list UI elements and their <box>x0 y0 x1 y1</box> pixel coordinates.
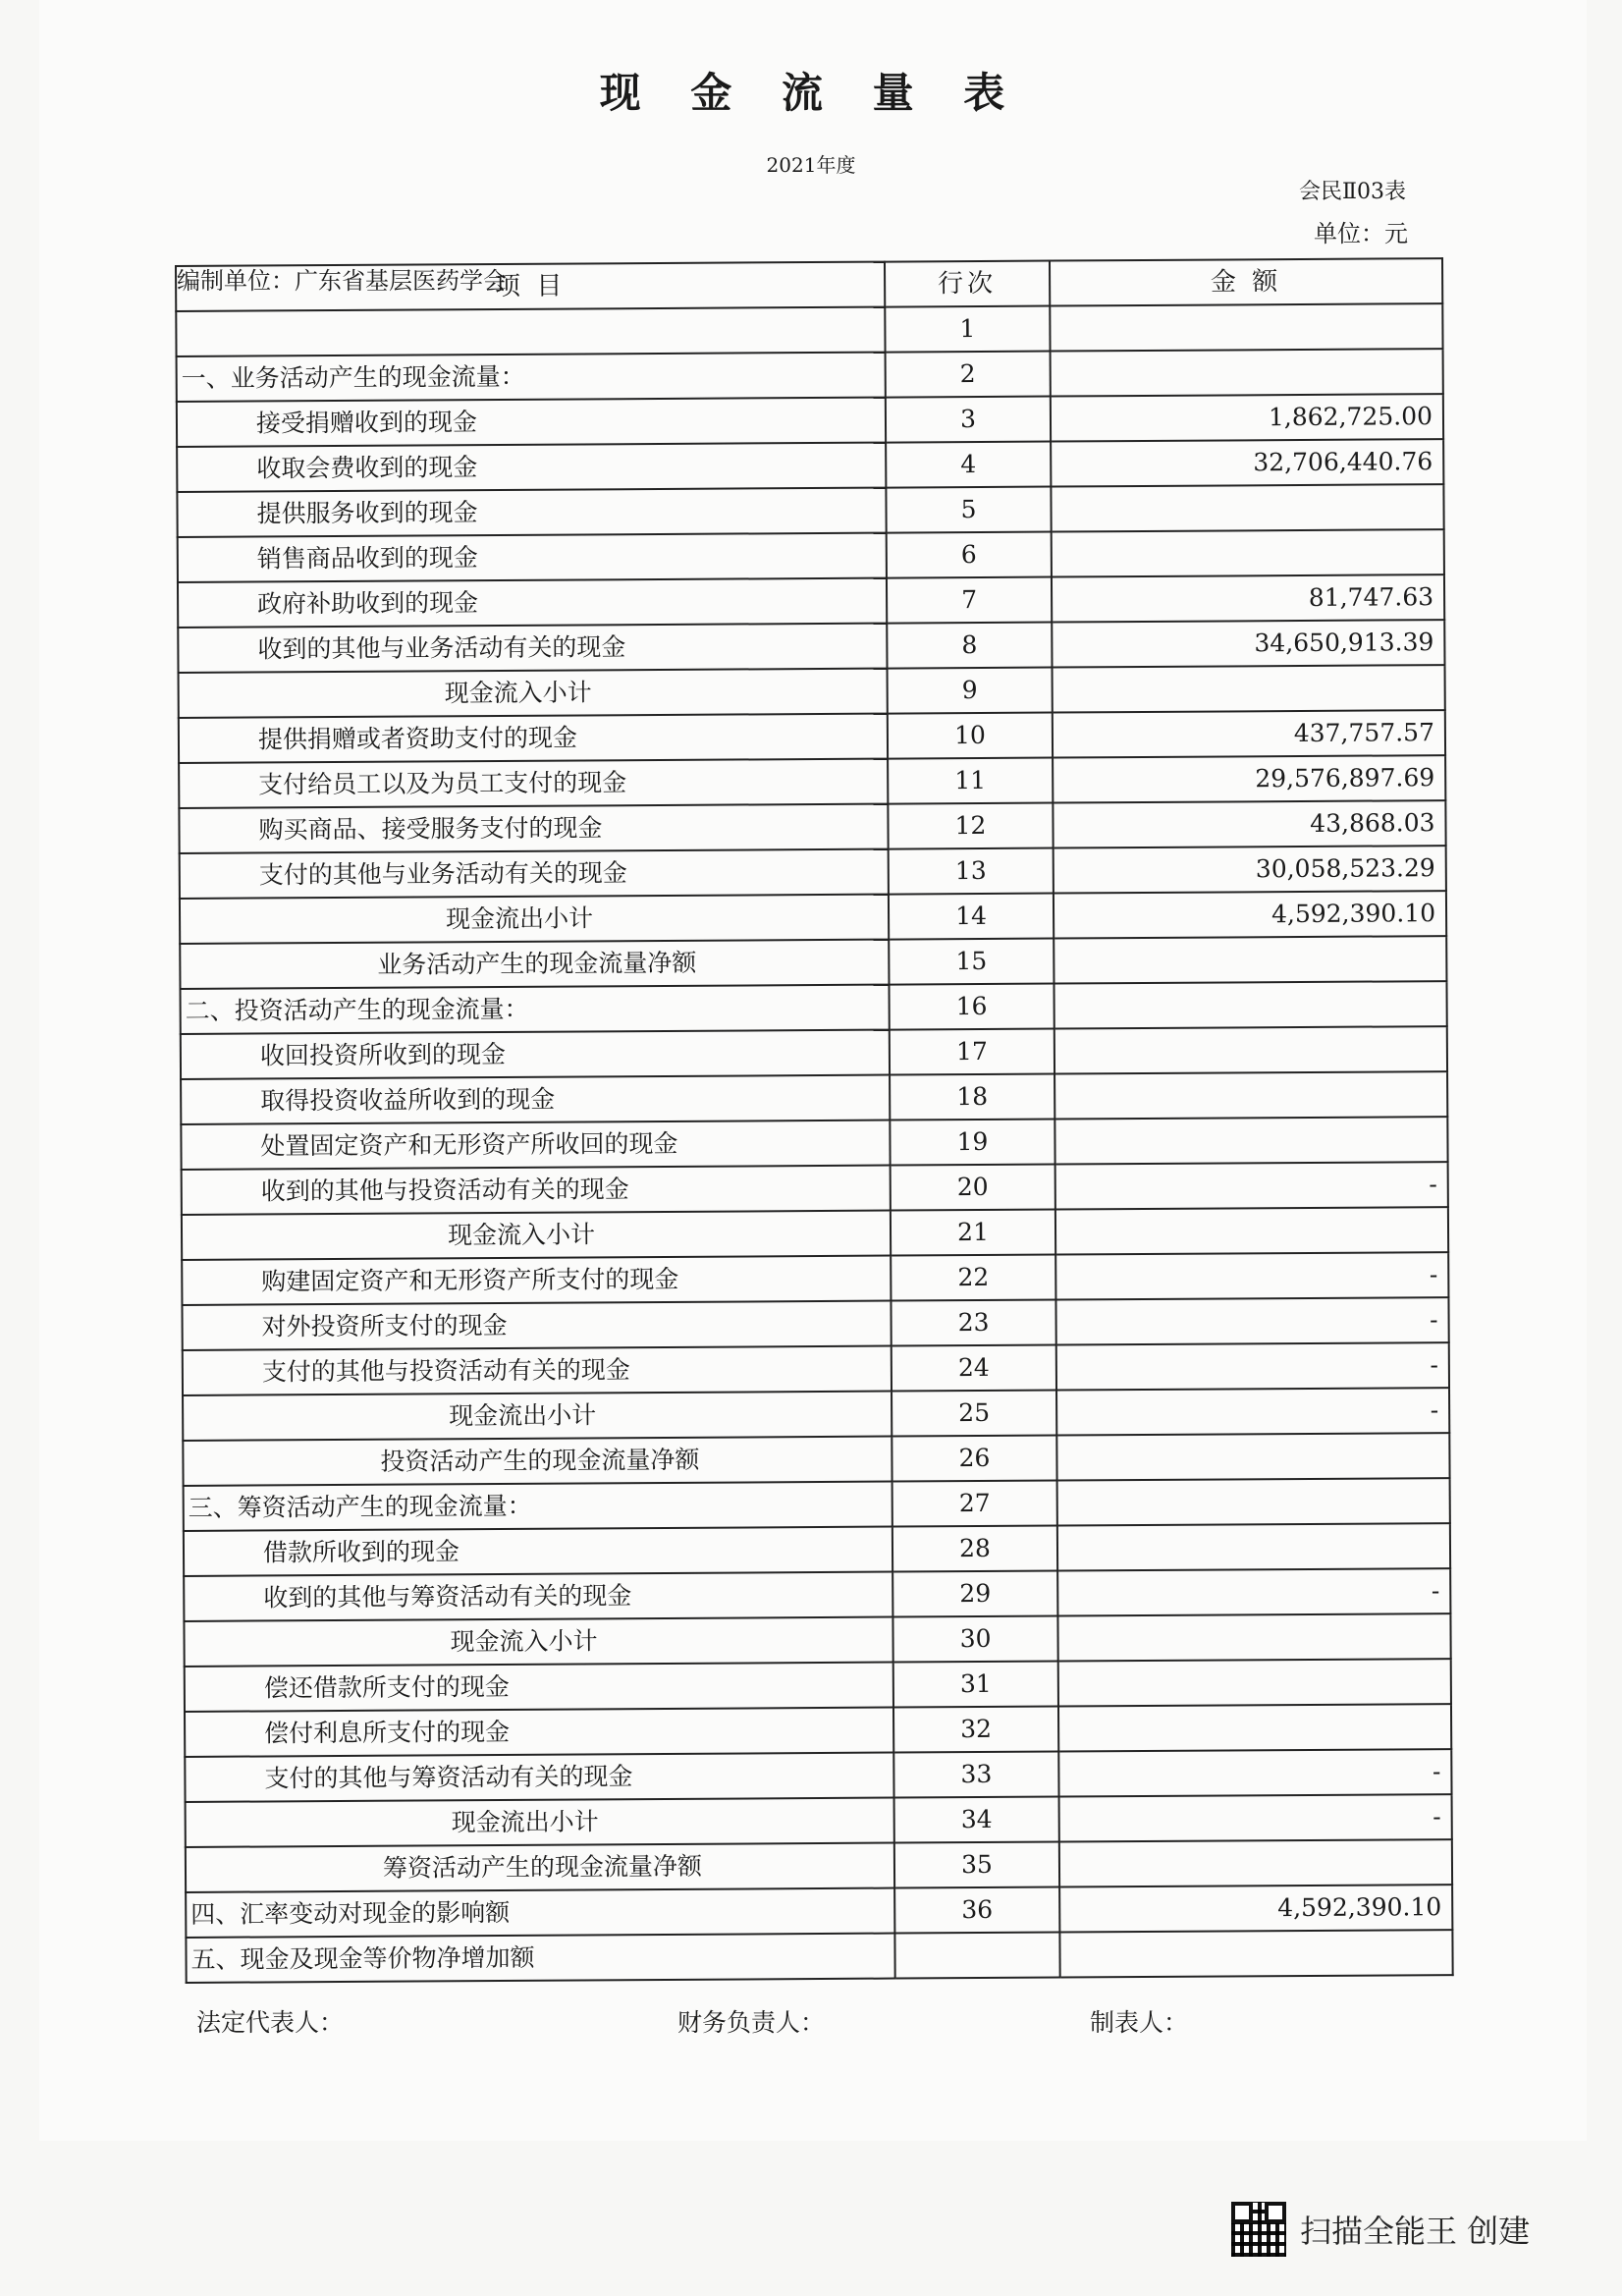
form-number: 会民Ⅱ03表 <box>1299 180 1406 204</box>
cell-item: 购买商品、接受服务支付的现金 <box>179 804 888 853</box>
cell-amount: - <box>1055 1252 1448 1299</box>
cell-line: 24 <box>892 1345 1056 1392</box>
cell-item: 提供服务收到的现金 <box>177 488 886 537</box>
cell-line: 30 <box>892 1616 1057 1663</box>
cell-amount <box>1051 349 1443 396</box>
cell-item: 现金流出小计 <box>186 1798 894 1847</box>
cell-item: 筹资活动产生的现金流量净额 <box>186 1843 894 1892</box>
cell-item: 支付的其他与业务活动有关的现金 <box>180 849 889 899</box>
cell-line: 18 <box>890 1074 1054 1121</box>
cell-item: 对外投资所支付的现金 <box>182 1301 891 1350</box>
table-row <box>177 439 1443 492</box>
cell-line: 32 <box>893 1707 1058 1753</box>
table-row <box>186 1885 1452 1938</box>
cell-line: 36 <box>894 1887 1059 1934</box>
cell-amount: 34,650,913.39 <box>1052 620 1444 667</box>
cell-item: 投资活动产生的现金流量净额 <box>183 1437 892 1486</box>
cell-line: 14 <box>889 894 1054 940</box>
cell-amount: - <box>1056 1388 1449 1435</box>
cell-line: 35 <box>894 1842 1059 1888</box>
cell-line: 3 <box>886 397 1051 443</box>
cell-amount: 4,592,390.10 <box>1054 891 1446 938</box>
cell-line: 8 <box>887 623 1052 669</box>
cell-amount <box>1053 665 1445 712</box>
cell-line: 12 <box>888 803 1053 849</box>
cell-line: 19 <box>890 1120 1054 1166</box>
table-row <box>182 1252 1448 1305</box>
header-line: 行次 <box>885 261 1050 307</box>
cell-amount <box>1059 1839 1452 1886</box>
cell-item: 提供捐赠或者资助支付的现金 <box>179 714 888 763</box>
cell-line: 23 <box>891 1300 1055 1346</box>
cell-item: 五、现金及现金等价物净增加额 <box>186 1934 894 1983</box>
cell-item: 支付的其他与投资活动有关的现金 <box>183 1346 892 1395</box>
cell-amount: - <box>1056 1342 1449 1390</box>
cell-amount: 30,058,523.29 <box>1054 846 1446 893</box>
cell-amount: - <box>1057 1568 1450 1615</box>
cell-line: 7 <box>887 577 1052 624</box>
currency-unit: 单位：元 <box>1314 220 1408 247</box>
table-row <box>186 1794 1452 1847</box>
cell-item: 偿付利息所支付的现金 <box>185 1708 893 1757</box>
cell-line: 16 <box>889 984 1054 1030</box>
cell-amount <box>1050 303 1442 351</box>
cell-amount <box>1055 1207 1448 1254</box>
cell-line: 28 <box>892 1526 1057 1572</box>
cell-amount <box>1058 1704 1451 1751</box>
table-row <box>185 1659 1451 1712</box>
cell-item: 取得投资收益所收到的现金 <box>181 1075 890 1124</box>
table-row <box>181 1071 1447 1124</box>
cell-item: 收取会费收到的现金 <box>177 443 886 492</box>
table-row <box>186 1930 1452 1983</box>
table-row <box>185 1749 1451 1802</box>
preparer-label: 制表人： <box>1090 2008 1189 2037</box>
table-row <box>184 1613 1450 1667</box>
cell-line: 20 <box>891 1165 1055 1211</box>
table-header-row <box>176 258 1442 311</box>
cell-item: 四、汇率变动对现金的影响额 <box>186 1888 894 1938</box>
legal-representative-label: 法定代表人： <box>196 2008 345 2037</box>
cell-amount: 4,592,390.10 <box>1059 1885 1452 1932</box>
cell-line: 4 <box>886 442 1051 488</box>
table-row <box>179 800 1445 853</box>
cell-line: 15 <box>889 939 1054 985</box>
table-row <box>185 1704 1451 1757</box>
cell-line: 29 <box>892 1571 1057 1617</box>
cell-item: 现金流入小计 <box>184 1617 892 1667</box>
watermark-text: 扫描全能王 创建 <box>1300 2213 1531 2250</box>
qr-code-icon <box>1231 2202 1286 2257</box>
cell-amount: 437,757.57 <box>1053 710 1445 757</box>
table-row <box>184 1568 1450 1621</box>
cash-flow-table <box>175 257 1454 1984</box>
cell-item: 收回投资所收到的现金 <box>181 1030 890 1079</box>
cell-amount: - <box>1055 1162 1448 1209</box>
table-row <box>181 1117 1447 1170</box>
cell-line: 22 <box>891 1255 1055 1301</box>
table-row <box>177 349 1443 402</box>
cell-line: 27 <box>892 1481 1057 1527</box>
cell-amount: 32,706,440.76 <box>1051 439 1443 486</box>
cell-line: 26 <box>892 1436 1056 1482</box>
header-amount: 金 额 <box>1050 258 1442 305</box>
cell-line: 10 <box>888 713 1053 759</box>
cell-amount: - <box>1055 1297 1448 1344</box>
table-row <box>177 394 1443 447</box>
table-row <box>180 846 1446 899</box>
cell-item: 三、筹资活动产生的现金流量： <box>184 1482 892 1531</box>
cell-line: 1 <box>885 306 1050 353</box>
table-row <box>179 755 1445 808</box>
cell-item: 购建固定资产和无形资产所支付的现金 <box>182 1256 891 1305</box>
cell-amount <box>1054 1071 1447 1119</box>
cell-amount: 43,868.03 <box>1053 800 1445 847</box>
cell-line: 25 <box>892 1391 1056 1437</box>
cell-line: 33 <box>893 1752 1058 1798</box>
cell-line: 6 <box>887 532 1052 578</box>
table-row <box>178 620 1444 673</box>
cell-item <box>176 307 885 356</box>
table-row <box>183 1342 1449 1395</box>
page-title: 现 金 流 量 表 <box>599 69 1023 117</box>
table-row <box>179 665 1445 718</box>
cell-item: 收到的其他与投资活动有关的现金 <box>182 1166 891 1215</box>
table-row <box>181 981 1447 1034</box>
scanner-watermark <box>1231 2202 1530 2257</box>
table-row <box>181 1026 1447 1079</box>
cell-line: 21 <box>891 1210 1055 1256</box>
cell-amount <box>1051 484 1443 531</box>
cell-item: 二、投资活动产生的现金流量： <box>181 985 890 1034</box>
table-row <box>180 936 1446 989</box>
table-row <box>183 1388 1449 1441</box>
table-row <box>182 1207 1448 1260</box>
table-row <box>178 529 1444 582</box>
cell-amount: 1,862,725.00 <box>1051 394 1443 441</box>
cell-item: 接受捐赠收到的现金 <box>177 398 886 447</box>
cell-item: 销售商品收到的现金 <box>178 533 887 582</box>
cell-line <box>894 1933 1059 1979</box>
cell-amount <box>1059 1930 1452 1977</box>
table-row <box>182 1297 1448 1350</box>
cell-line: 5 <box>886 487 1051 533</box>
cell-item: 处置固定资产和无形资产所收回的现金 <box>181 1121 890 1170</box>
cell-item: 一、业务活动产生的现金流量： <box>177 353 886 402</box>
cell-item: 现金流入小计 <box>179 669 888 718</box>
cell-line: 11 <box>888 758 1053 804</box>
cell-amount <box>1054 1026 1447 1073</box>
cell-amount <box>1052 529 1444 576</box>
cell-item: 现金流出小计 <box>183 1392 892 1441</box>
table-row <box>184 1523 1450 1576</box>
table-row <box>184 1478 1450 1531</box>
cell-item: 收到的其他与业务活动有关的现金 <box>178 624 887 673</box>
cell-line: 9 <box>888 668 1053 714</box>
table-row <box>186 1839 1452 1892</box>
cell-amount: 29,576,897.69 <box>1053 755 1445 802</box>
cell-line: 17 <box>890 1029 1054 1075</box>
cell-amount <box>1057 1523 1450 1570</box>
cell-amount <box>1054 1117 1447 1164</box>
cell-line: 34 <box>894 1797 1059 1843</box>
table-row <box>180 891 1446 944</box>
header-item: 项 目 <box>176 262 885 311</box>
cell-amount: - <box>1058 1749 1451 1796</box>
table-row <box>178 574 1444 628</box>
cell-item: 收到的其他与筹资活动有关的现金 <box>184 1572 892 1621</box>
cell-amount <box>1057 1478 1450 1525</box>
cell-item: 现金流出小计 <box>180 895 889 944</box>
table-row <box>176 303 1442 356</box>
cell-item: 支付给员工以及为员工支付的现金 <box>179 759 888 808</box>
cell-item: 偿还借款所支付的现金 <box>185 1663 893 1712</box>
cell-item: 现金流入小计 <box>182 1211 891 1260</box>
cell-amount <box>1054 936 1446 983</box>
cell-line: 2 <box>886 352 1051 398</box>
cell-item: 政府补助收到的现金 <box>178 578 887 628</box>
table-row <box>179 710 1445 763</box>
cell-amount: - <box>1059 1794 1452 1841</box>
preparing-organization: 编制单位：广东省基层医药学会 <box>177 267 507 295</box>
cell-amount: 81,747.63 <box>1052 574 1444 622</box>
cell-amount <box>1057 1613 1450 1661</box>
table-row <box>183 1433 1449 1486</box>
cell-amount <box>1058 1659 1451 1706</box>
cell-line: 13 <box>889 848 1054 895</box>
cell-item: 支付的其他与筹资活动有关的现金 <box>185 1753 893 1802</box>
table-row <box>177 484 1443 537</box>
cell-item: 借款所收到的现金 <box>184 1527 892 1576</box>
cell-amount <box>1056 1433 1449 1480</box>
finance-head-label: 财务负责人： <box>677 2008 826 2037</box>
cell-line: 31 <box>893 1662 1058 1708</box>
cell-item: 业务活动产生的现金流量净额 <box>180 940 889 989</box>
table-row <box>182 1162 1448 1215</box>
report-period: 2021年度 <box>766 153 856 177</box>
cell-amount <box>1054 981 1446 1028</box>
